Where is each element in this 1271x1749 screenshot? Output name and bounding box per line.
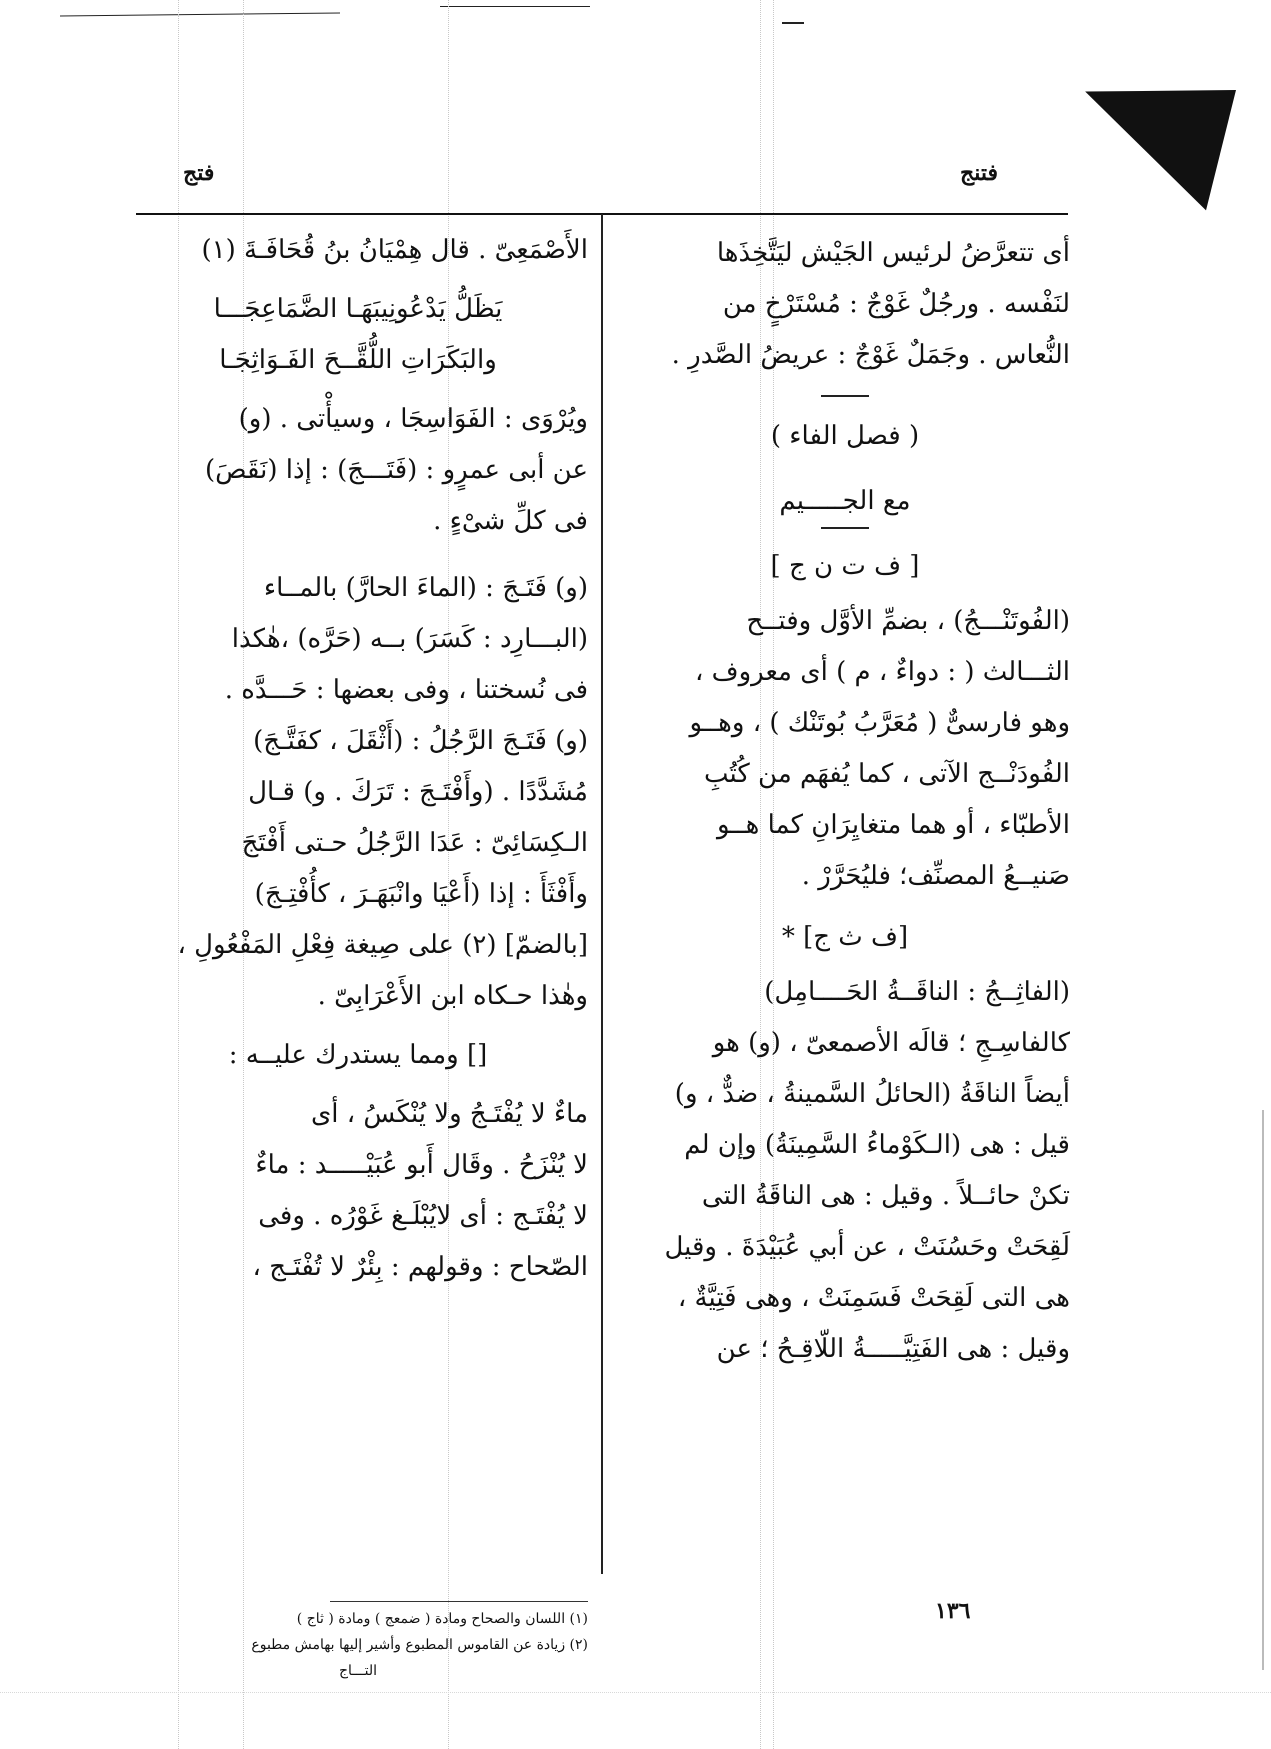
text-line: الصّحاح : وقولهم : بِئْرٌ لا تُفْتَـج ، [252, 1252, 588, 1282]
section-divider [821, 527, 869, 529]
running-head-left: فتج [183, 160, 215, 186]
page-number: ١٣٦ [935, 1598, 971, 1624]
footnote: (٢) زيادة عن القاموس المطبوع وأشير إليها بهامش مطبوع [251, 1637, 588, 1653]
text-line: الأطبّاء ، أو هما متغايِرَانِ كما هــو [716, 810, 1070, 840]
entry-heading: [ ف ت ن ج ] [770, 551, 920, 581]
edge-scan-line [1262, 1110, 1264, 1670]
text-line: لَقِحَتْ وحَسُنَتْ ، عن أبي عُبَيْدَةَ . وقيل [664, 1232, 1070, 1262]
text-line: الثـــالث ( : دواءٌ ، م ) أى معروف ، [694, 657, 1070, 687]
footnote: (١) اللسان والصحاح ومادة ( ضمعج ) ومادة ( ثاج ) [296, 1611, 588, 1627]
text-line: وقيل : هى الفَتِيَّـــــةُ اللّاقِـحُ ؛ عن [716, 1334, 1070, 1364]
text-line: فى كلِّ شىْءٍ . [433, 506, 588, 536]
paragraph-gap [128, 547, 588, 563]
section-divider [821, 395, 869, 397]
left-column [128, 225, 588, 1293]
text-line: [بالضمّ] (٢) على صِيغة فِعْلِ المَفْعُولِ ، [177, 930, 588, 960]
footnote: التـــاج [339, 1663, 377, 1679]
text-line: الأَصْمَعِىّ . قال هِمْيَانُ بنُ قُحَافَـةَ (١) [201, 235, 588, 265]
text-line: لنَفْسه . ورجُلٌ غَوْجٌ : مُسْتَرْخٍ من [722, 289, 1070, 319]
text-line: كالفاسِـجِ ؛ قالَه الأصمعىّ ، (و) هو [712, 1028, 1070, 1058]
text-line: أى تتعرَّضُ لرئيس الجَيْش ليَتَّخِذَها [716, 238, 1070, 268]
section-title: ( فصل الفاء ) [770, 421, 920, 451]
text-line: وهٰذا حـكاه ابن الأَعْرَابِىّ . [317, 981, 588, 1011]
footnotes [128, 1606, 588, 1684]
text-line: صَنيــعُ المصنِّف؛ فليُحَرَّرْ . [801, 861, 1070, 891]
text-line: لا يُنْزَحُ . وقَال أَبو عُبَيْـــــد : ماءٌ [255, 1150, 588, 1180]
text-line: الـكِسَائِىّ : عَدَا الرَّجُلُ حـتى أَفْتَجَ [241, 828, 588, 858]
text-line: مُشَدَّدًا . (وأَفْتَـجَ : تَرَكَ . و) قـال [248, 777, 588, 807]
text-line: تكنْ حائــلاً . وقيل : هى الناقَةُ التى [701, 1181, 1070, 1211]
text-line: ماءٌ لا يُفْتَـجُ ولا يُنْكَسُ ، أى [310, 1099, 588, 1129]
mustadrak-heading: [] ومما يستدرك عليــه : [228, 1040, 488, 1070]
verse-line: يَظَلُّ يَدْعُونِيبَهَـا الضَّمَاعِجَـــا [213, 294, 503, 324]
text-line: الفُودَنْــج الآتى ، كما يُفهَم من كُتُبِ [704, 759, 1070, 789]
text-line: لا يُفْتَـج : أى لايُبْلَـغ غَوْرُه . وفى [258, 1201, 588, 1231]
text-line: ويُرْوَى : الفَوَاسِجَا ، وسيأْتى . (و) [238, 404, 588, 434]
footnote-rule [330, 1601, 588, 1602]
scan-guide-line [0, 1692, 1271, 1693]
text-line: النُّعاس . وجَمَلٌ غَوْجٌ : عريضُ الصَّدرِ . [671, 340, 1070, 370]
section-subtitle: مع الجـــــيم [779, 486, 911, 516]
text-line: عن أبى عمرٍو : (فَتَـــجَ) : إذا (نَقَصَ) [204, 455, 588, 485]
entry-heading: [ف ث ج] * [781, 922, 909, 952]
text-line: قيل : هى (الـكَوْماءُ السَّمِينَةُ) وإن لم [684, 1130, 1070, 1160]
text-line: وهو فارسىٌّ ( مُعَرَّبُ بُوتَنْك ) ، وهــو [689, 708, 1070, 738]
text-line: (الفاثِــجُ : الناقَــةُ الحَــــامِل) [764, 977, 1070, 1007]
text-line: فى نُسختنا ، وفى بعضها : حَـــدَّه . [224, 675, 588, 705]
column-divider [601, 214, 603, 1574]
scan-artifact-line [782, 22, 804, 24]
text-line: (البـــارِد : كَسَرَ) بــه (حَرَّه) ،هٰكذا [231, 624, 588, 654]
corner-scan-mark [1064, 55, 1236, 211]
text-line: أيضاً الناقَةُ (الحائلُ السَّمينةُ ، ضدٌّ ، و) [674, 1079, 1070, 1109]
verse-line: والبَكَرَاتِ اللُّقَّــحَ الفَـوَاثِجَـا [219, 345, 497, 375]
text-line: هى التى لَقِحَتْ فَسَمِنَتْ ، وهى فَتِيَّةٌ ، [677, 1283, 1070, 1313]
right-column [620, 228, 1070, 1375]
text-line: (و) فَتَـجَ : (الماءَ الحارَّ) بالمــاء [263, 573, 588, 603]
text-line: وأَفْثَأَ : إذا (أَعْيَا وانْبَهَـرَ ، كأُفْتِـجَ) [254, 879, 588, 909]
running-head-right: فتنج [960, 160, 998, 186]
scan-artifact-line [440, 6, 590, 7]
text-line: (الفُوتَنْـــجُ) ، بضمِّ الأوَّل وفتــح [746, 606, 1070, 636]
text-line: (و) فَتَـجَ الرَّجُلُ : (أَثْقَلَ ، كفَتَّـجَ) [253, 726, 588, 756]
scan-artifact-line [60, 13, 340, 17]
